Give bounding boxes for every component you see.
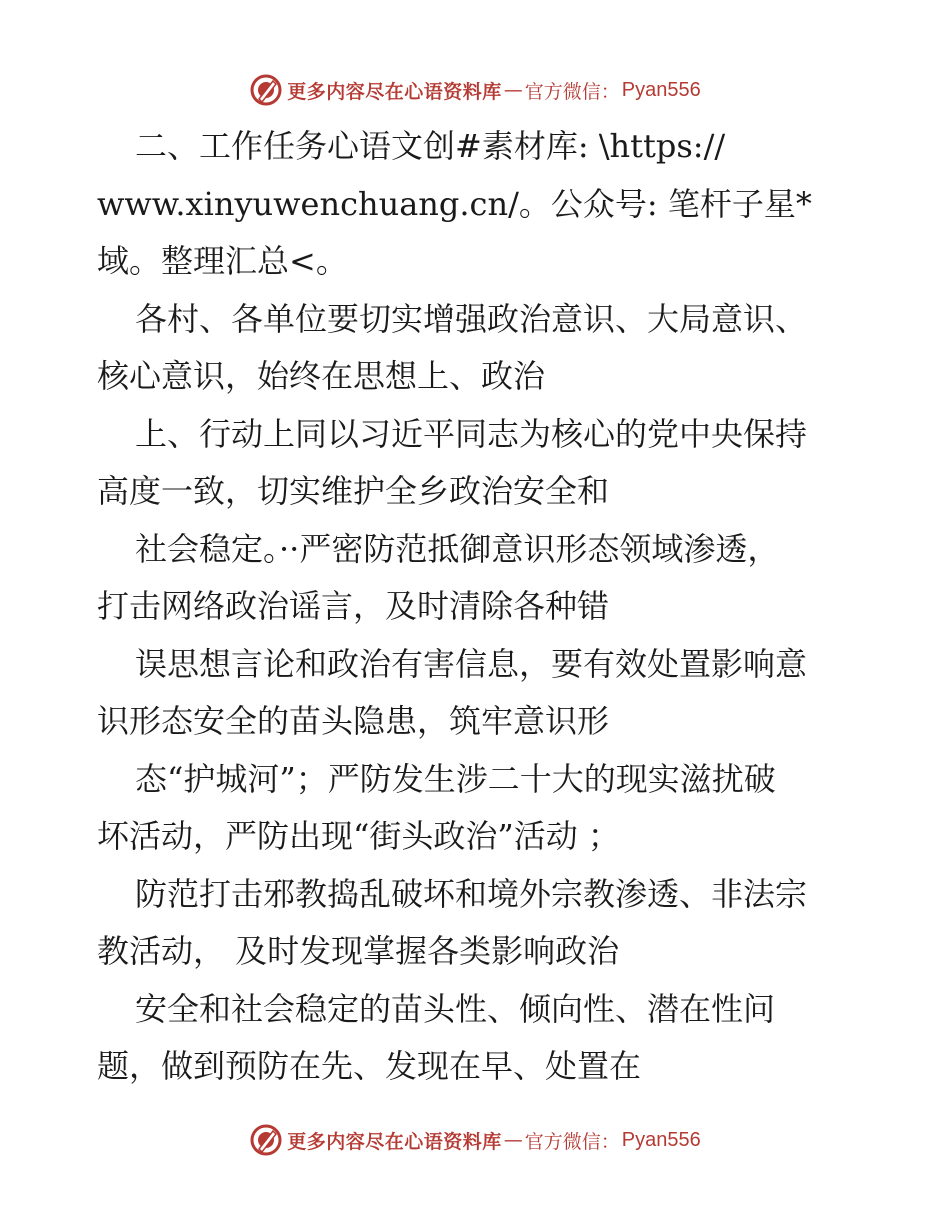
text-line: www.xinyuwenchuang.cn/。公众号: 笔杆子星*	[97, 184, 812, 223]
text-line: 高度一致，切实维护全乡政治安全和	[97, 472, 610, 510]
document-body	[97, 118, 867, 1096]
header-separator: —	[503, 79, 523, 101]
text-line: 防范打击邪教捣乱破坏和境外宗教渗透、非法宗	[135, 874, 808, 913]
pen-in-circle-icon	[249, 1123, 283, 1157]
footer-separator: —	[503, 1129, 523, 1151]
text-line: 坏活动，严防出现“街头政治”活动 ；	[97, 817, 620, 855]
text-line: 各村、各单位要切实增强政治意识、大局意识、	[135, 299, 808, 338]
text-line: 社会稳定。··严密防范抵御意识形态领域渗透，	[135, 529, 780, 568]
header-banner	[0, 70, 950, 110]
text-line: 二、工作任务心语文创#素材库: \https://	[135, 127, 726, 165]
pen-in-circle-icon	[249, 73, 283, 107]
footer-wechat-id: Pyan556	[621, 1128, 701, 1151]
text-line: 教活动， 及时发现掌握各类影响政治	[97, 932, 620, 970]
header-wechat-id: Pyan556	[621, 78, 701, 101]
text-line: 安全和社会稳定的苗头性、倾向性、潜在性问	[135, 989, 776, 1028]
footer-brand: 更多内容尽在心语资料库	[287, 1130, 502, 1153]
text-line: 识形态安全的苗头隐患，筑牢意识形	[97, 702, 610, 740]
text-line: 误思想言论和政治有害信息，要有效处置影响意	[135, 644, 808, 683]
footer-wechat-label: 官方微信：	[524, 1130, 620, 1153]
text-line: 题，做到预防在先、发现在早、处置在	[97, 1047, 642, 1085]
text-line: 核心意识，始终在思想上、政治	[97, 357, 546, 395]
text-line: 域。整理汇总<。	[97, 242, 348, 280]
text-line: 上、行动上同以习近平同志为核心的党中央保持	[135, 414, 808, 453]
header-wechat-label: 官方微信：	[524, 80, 620, 103]
text-line: 态“护城河”；严防发生涉二十大的现实滋扰破	[135, 759, 776, 798]
footer-banner	[0, 1120, 950, 1160]
header-brand: 更多内容尽在心语资料库	[287, 80, 502, 103]
text-line: 打击网络政治谣言，及时清除各种错	[97, 587, 610, 625]
